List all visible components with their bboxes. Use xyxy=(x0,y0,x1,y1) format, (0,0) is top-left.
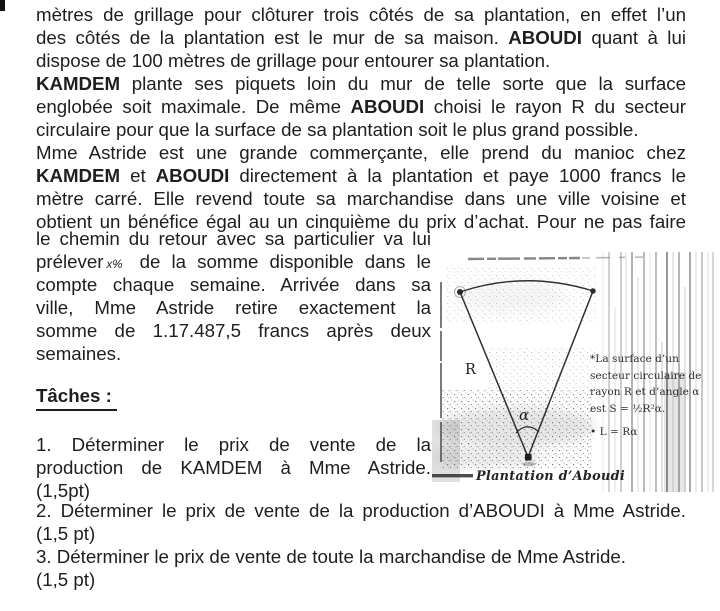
text-segment: production de KAMDEM à Mme Astride. xyxy=(36,457,431,478)
text-segment: ABOUDI xyxy=(350,96,425,117)
text-segment: (1,5pt) xyxy=(36,480,91,501)
angle-label: α xyxy=(519,406,530,424)
text-segment: 3. Déterminer le prix de vente de toute la marchandise de Mme Astride. xyxy=(36,546,626,567)
text-segment: et xyxy=(120,165,156,186)
text-segment: Mme Astride est une grande commerçante, elle prend du manioc chez xyxy=(36,142,686,163)
task-2-3-block xyxy=(36,499,686,591)
text-segment: englobée soit maximale. De même xyxy=(36,96,351,117)
text-segment: (1,5 pt) xyxy=(36,523,96,544)
sector-figure xyxy=(432,252,719,492)
text-segment: directement à la plantation et paye 1000 francs le xyxy=(229,165,686,186)
figure-note xyxy=(590,351,720,441)
text-line xyxy=(36,296,431,319)
arc-endpoint-left xyxy=(457,289,463,295)
text-segment: circulaire pour que la surface de sa plantation soit le plus grand possible. xyxy=(36,119,639,140)
tasks-heading-label: Tâches : xyxy=(36,384,117,411)
text-segment: prélever xyxy=(36,251,104,272)
wrapped-paragraph xyxy=(36,227,431,365)
text-line xyxy=(36,95,686,118)
text-line xyxy=(36,522,686,545)
text-segment: de la somme disponible dans le xyxy=(128,251,431,272)
text-line xyxy=(36,342,431,365)
text-line xyxy=(36,227,431,250)
note-line: • L = Rα xyxy=(590,426,638,439)
text-line xyxy=(36,72,686,95)
text-line xyxy=(36,250,431,273)
note-line: rayon R et d’angle α xyxy=(590,386,700,399)
radius-label: R xyxy=(465,362,476,378)
text-segment: quant à lui xyxy=(581,27,686,48)
figure-bottom-mark xyxy=(432,474,473,477)
text-segment: ville, Mme Astride retire exactement la xyxy=(36,297,431,318)
text-line xyxy=(36,319,431,342)
text-line xyxy=(36,118,686,141)
text-segment: compte chaque semaine. Arrivée dans sa xyxy=(36,274,431,295)
sector-vertex xyxy=(525,454,532,461)
smudge-line xyxy=(468,257,646,259)
note-line: secteur circulaire de xyxy=(590,369,702,382)
text-segment: 1. Déterminer le prix de vente de la xyxy=(36,434,431,455)
text-segment: semaines. xyxy=(36,343,122,364)
tasks-heading xyxy=(36,384,117,407)
text-segment: choisi le rayon R du secteur xyxy=(424,96,686,117)
text-line xyxy=(36,456,431,479)
text-line xyxy=(36,164,686,187)
text-segment: mètres de grillage pour clôturer trois côtés de sa plantation, en effet l’un xyxy=(36,4,686,25)
text-line xyxy=(36,141,686,164)
note-line: *La surface d’un xyxy=(590,353,679,365)
text-segment: somme de 1.17.487,5 francs après deux xyxy=(36,320,431,341)
text-line xyxy=(36,187,686,210)
text-segment: ABOUDI xyxy=(155,165,230,186)
text-segment: mètre carré. Elle revend toute sa marchandise dans une ville voisine et xyxy=(36,188,686,209)
text-line xyxy=(36,26,686,49)
text-segment: 2. Déterminer le prix de vente de la production d’ABOUDI à Mme Astride. xyxy=(36,500,686,521)
text-segment: x% xyxy=(106,259,123,271)
intro-paragraphs xyxy=(36,3,686,233)
text-segment: des côtés de la plantation est le mur de sa maison. xyxy=(36,27,509,48)
text-segment: plante ses piquets loin du mur de telle sorte que la surface xyxy=(120,73,686,94)
text-segment: KAMDEM xyxy=(36,73,121,94)
text-segment: (1,5 pt) xyxy=(36,569,96,590)
text-line xyxy=(36,3,686,26)
text-segment: obtient un bénéfice égal au un cinquième du prix d’achat. Pour ne pas faire xyxy=(36,211,686,232)
note-line: est S = ½R²α. xyxy=(590,402,666,415)
text-line xyxy=(36,273,431,296)
task-1-block xyxy=(36,433,431,502)
text-segment: KAMDEM xyxy=(36,165,121,186)
text-line xyxy=(36,545,686,568)
text-segment: dispose de 100 mètres de grillage pour entourer sa plantation. xyxy=(36,50,551,71)
text-line xyxy=(36,49,686,72)
scan-artifact xyxy=(0,0,5,11)
text-line xyxy=(36,433,431,456)
text-line xyxy=(36,568,686,591)
text-segment: ABOUDI xyxy=(508,27,582,48)
figure-caption: Plantation d’Aboudi xyxy=(476,469,625,484)
text-line xyxy=(36,499,686,522)
arc-endpoint-right xyxy=(590,288,595,293)
text-segment: le chemin du retour avec sa particulier va lui xyxy=(36,228,431,249)
